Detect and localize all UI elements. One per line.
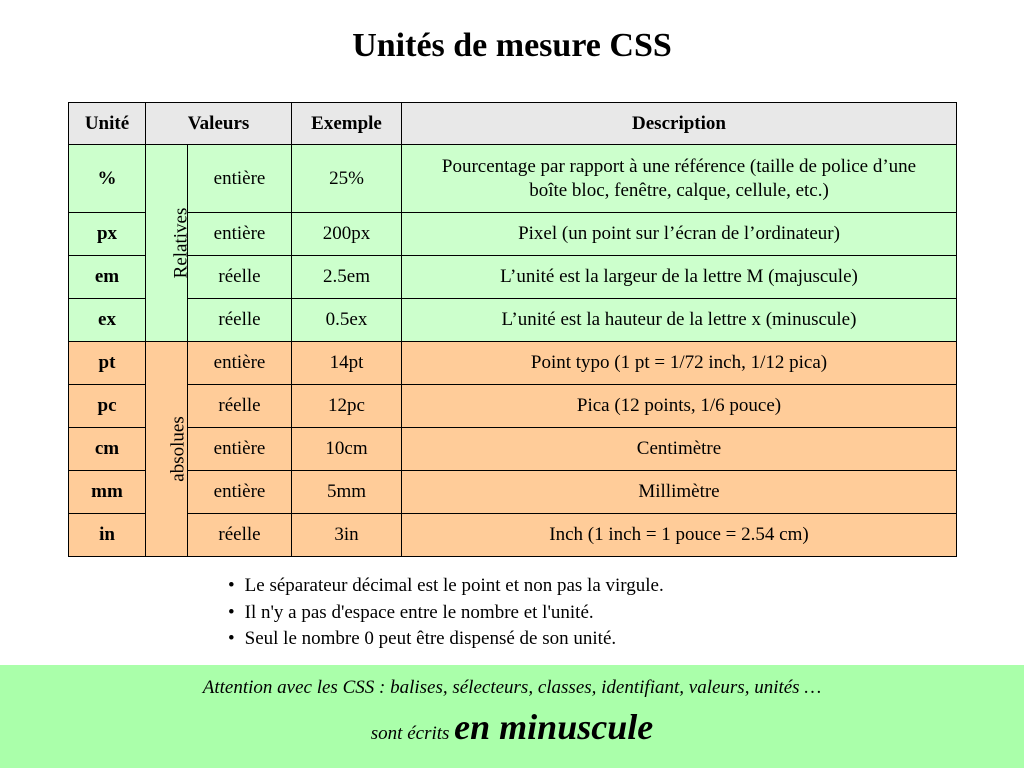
- description-cell: L’unité est la largeur de la lettre M (majuscule): [402, 256, 957, 299]
- unit-cell: in: [69, 514, 146, 557]
- unit-cell: mm: [69, 471, 146, 514]
- note-line-1: Attention avec les CSS : balises, sélecteurs, classes, identifiant, valeurs, unités …: [202, 677, 822, 698]
- header-valeurs: Valeurs: [146, 103, 292, 145]
- rules-list: [228, 573, 664, 653]
- header-description: Description: [402, 103, 957, 145]
- example-cell: 2.5em: [292, 256, 402, 299]
- group-relatives: [146, 145, 192, 342]
- unit-cell: em: [69, 256, 146, 299]
- description-cell: Centimètre: [402, 428, 957, 471]
- example-cell: 12pc: [292, 385, 402, 428]
- value-cell: réelle: [188, 256, 292, 299]
- value-cell: réelle: [188, 299, 292, 342]
- table-row: [69, 342, 957, 385]
- value-cell: réelle: [188, 385, 292, 428]
- value-cell: entière: [188, 471, 292, 514]
- group-label-relatives: Relatives: [170, 207, 192, 279]
- example-cell: 200px: [292, 213, 402, 256]
- example-cell: 5mm: [292, 471, 402, 514]
- table-row: [69, 145, 957, 213]
- unit-cell: pc: [69, 385, 146, 428]
- example-cell: 0.5ex: [292, 299, 402, 342]
- unit-cell: cm: [69, 428, 146, 471]
- header-unite: Unité: [69, 103, 146, 145]
- table-row: [69, 256, 957, 299]
- unit-cell: pt: [69, 342, 146, 385]
- group-absolues: [146, 342, 188, 557]
- list-item: • Le séparateur décimal est le point et non pas la virgule.: [228, 573, 664, 600]
- table-header-row: [69, 103, 957, 145]
- example-cell: 10cm: [292, 428, 402, 471]
- description-cell: Inch (1 inch = 1 pouce = 2.54 cm): [402, 514, 957, 557]
- description-cell: Pourcentage par rapport à une référence (taille de police d’une boîte bloc, fenêtre, calque, cellule, etc.): [402, 145, 957, 213]
- header-exemple: Exemple: [292, 103, 402, 145]
- value-cell: entière: [188, 145, 292, 213]
- note-emphasis: en minuscule: [454, 707, 654, 747]
- example-cell: 25%: [292, 145, 402, 213]
- description-cell: L’unité est la hauteur de la lettre x (minuscule): [402, 299, 957, 342]
- value-cell: entière: [188, 342, 292, 385]
- list-item: • Seul le nombre 0 peut être dispensé de son unité.: [228, 626, 664, 653]
- value-cell: entière: [188, 428, 292, 471]
- table-row: [69, 299, 957, 342]
- value-cell: entière: [188, 213, 292, 256]
- unit-cell: ex: [69, 299, 146, 342]
- description-cell: Pica (12 points, 1/6 pouce): [402, 385, 957, 428]
- table-row: [69, 213, 957, 256]
- table-row: [69, 514, 957, 557]
- description-cell: Millimètre: [402, 471, 957, 514]
- example-cell: 3in: [292, 514, 402, 557]
- table-row: [69, 385, 957, 428]
- units-table: [68, 102, 957, 557]
- table-row: [69, 428, 957, 471]
- example-cell: 14pt: [292, 342, 402, 385]
- unit-cell: px: [69, 213, 146, 256]
- unit-cell: %: [69, 145, 146, 213]
- note-prefix: sont écrits: [370, 723, 450, 744]
- table-row: [69, 471, 957, 514]
- description-cell: Point typo (1 pt = 1/72 inch, 1/12 pica): [402, 342, 957, 385]
- page-title: Unités de mesure CSS: [352, 27, 672, 64]
- warning-note: [0, 665, 1024, 768]
- group-label-absolues: absolues: [167, 416, 189, 482]
- list-item: • Il n'y a pas d'espace entre le nombre et l'unité.: [228, 600, 664, 627]
- note-line-2: [0, 705, 1024, 756]
- value-cell: réelle: [188, 514, 292, 557]
- description-cell: Pixel (un point sur l’écran de l’ordinateur): [402, 213, 957, 256]
